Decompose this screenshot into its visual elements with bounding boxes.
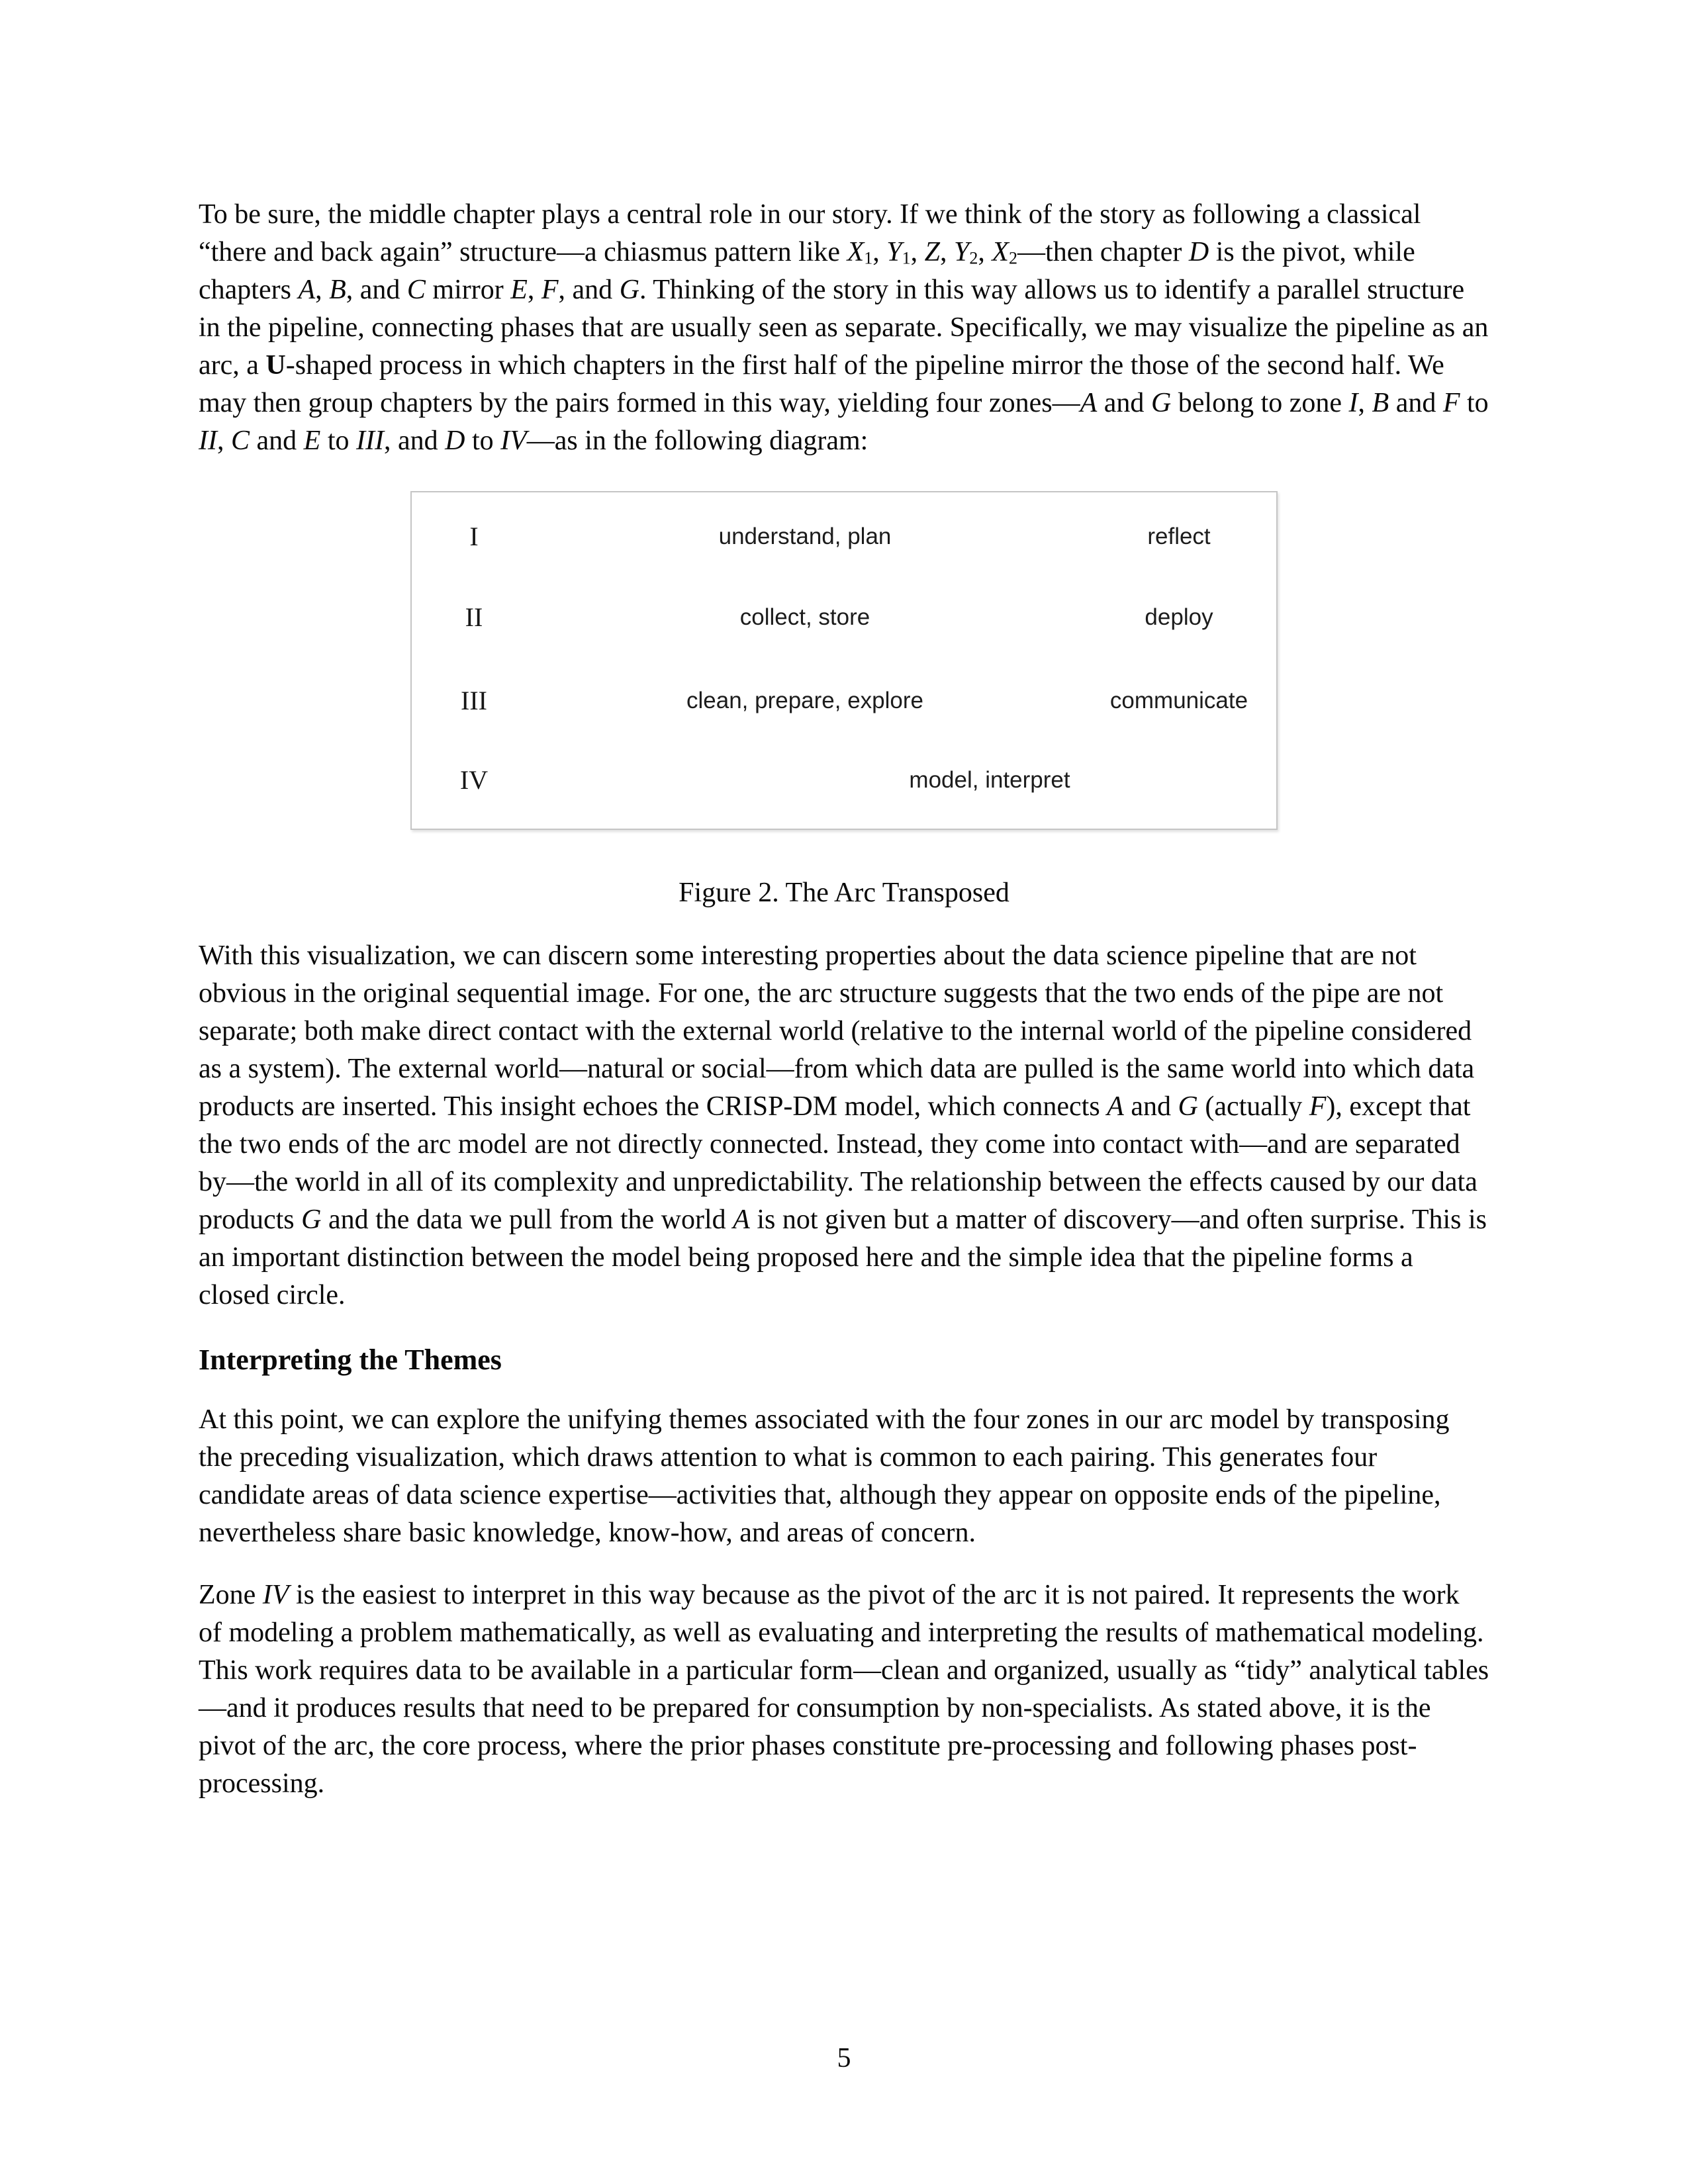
figure-caption: Figure 2. The Arc Transposed xyxy=(679,878,1009,908)
page-content xyxy=(0,196,1688,1803)
zone-numeral-i: I xyxy=(469,522,479,551)
paragraph-arc-structure: To be sure, the middle chapter plays a central role in our story. If we think of the story as following a classical “there and back again” structure—a chiasmus pattern like X1, Y1, Z, Y2, X2—then chapter D is the pivot, while chapters A, B, and C mirror E, F, and G. Thinking of the story in this way allows us to identify a parallel structure in the pipeline, connecting phases that are usually seen as separate. Specifically, we may visualize the pipeline as an arc, a U-shaped process in which chapters in the first half of the pipeline mirror the those of the second half. We may then group chapters by the pairs formed in this way, yielding four zones—A and G belong to zone I, B and F to II, C and E to III, and D to IV—as in the following diagram: xyxy=(199,199,1489,456)
zone-numeral-iii: III xyxy=(461,686,487,715)
section-heading-interpreting-themes: Interpreting the Themes xyxy=(199,1343,502,1376)
figure-arc-transposed xyxy=(199,491,1489,912)
figure-row-zone-3 xyxy=(412,684,1276,717)
figure-image-frame xyxy=(410,491,1278,830)
figure-row-zone-1 xyxy=(412,520,1276,553)
page-number: 5 xyxy=(837,2043,851,2073)
zone-i-left-phases: understand, plan xyxy=(718,523,892,549)
zone-iv-pivot-phase: model, interpret xyxy=(909,767,1070,793)
paragraph-themes-intro: At this point, we can explore the unifying themes associated with the four zones in our arc model by transposing the preceding visualization, which draws attention to what is common to each pairing. This generates four candidate areas of data science expertise—activities that, although they appear on opposite ends of the pipeline, nevertheless share basic knowledge, know-how, and areas of concern. xyxy=(199,1404,1450,1548)
zone-iii-right-phase: communicate xyxy=(1109,688,1248,713)
paragraph-visualization-properties: With this visualization, we can discern some interesting properties about the data science pipeline that are not obvious in the original sequential image. For one, the arc structure suggests that the two ends of the pipe are not separate; both make direct contact with the external world (relative to the internal world of the pipeline considered as a system). The external world—natural or social—from which data are pulled is the same world into which data products are inserted. This insight echoes the CRISP-DM model, which connects A and G (actually F), except that the two ends of the arc model are not directly connected. Instead, they come into contact with—and are separated by—the world in all of its complexity and unpredictability. The relationship between the effects caused by our data products G and the data we pull from the world A is not given but a matter of discovery—and often surprise. This is an important distinction between the model being proposed here and the simple idea that the pipeline forms a closed circle. xyxy=(199,940,1487,1310)
zone-i-right-phase: reflect xyxy=(1147,523,1211,549)
zone-ii-left-phases: collect, store xyxy=(739,604,870,630)
zone-numeral-iv: IV xyxy=(459,765,489,795)
zone-iii-left-phases: clean, prepare, explore xyxy=(686,688,923,713)
figure-row-zone-4 xyxy=(412,764,1276,797)
figure-row-zone-2 xyxy=(412,601,1276,634)
zone-numeral-ii: II xyxy=(465,602,483,632)
zone-ii-right-phase: deploy xyxy=(1145,604,1213,630)
paragraph-zone-iv: Zone IV is the easiest to interpret in this way because as the pivot of the arc it is not paired. It represents the work of modeling a problem mathematically, as well as evaluating and interpreting the results of mathematical modeling. This work requires data to be available in a particular form—clean and organized, usually as “tidy” analytical tables—and it produces results that need to be prepared for consumption by non-specialists. As stated above, it is the pivot of the arc, the core process, where the prior phases constitute pre-processing and following phases post-processing. xyxy=(199,1580,1489,1799)
